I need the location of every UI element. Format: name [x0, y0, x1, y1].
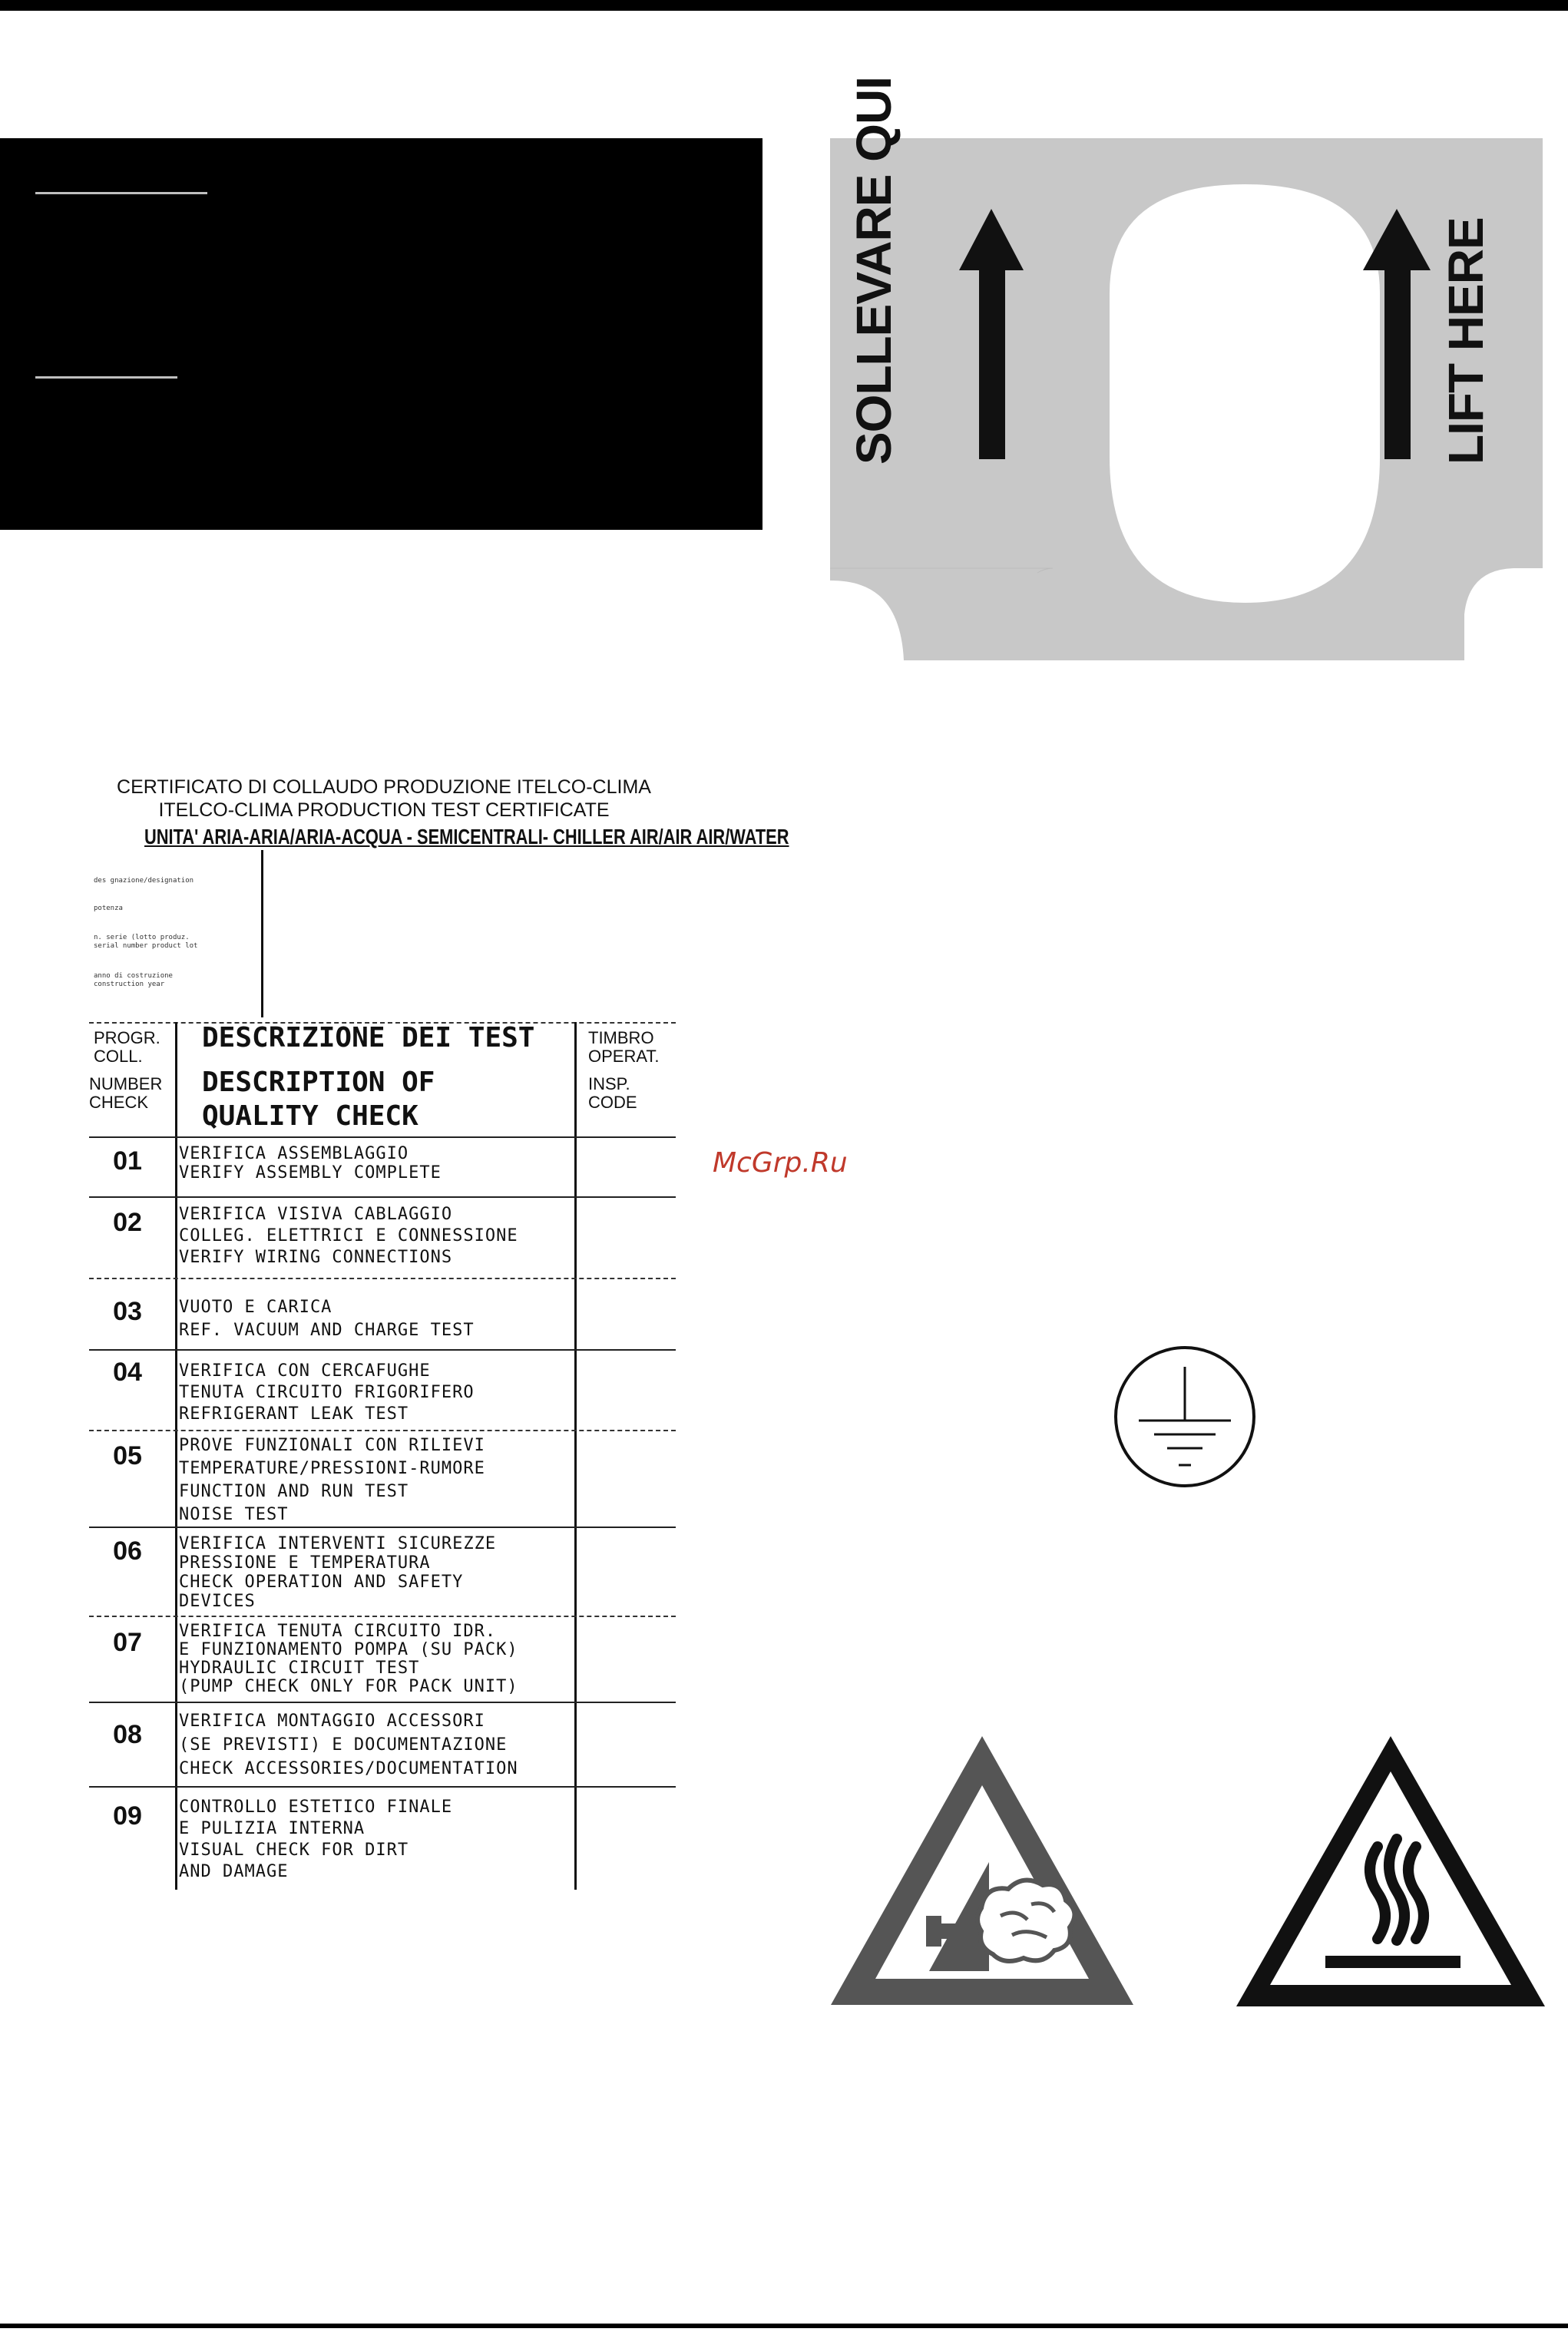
field-divider: [261, 850, 263, 1017]
hot-surface-warning-icon: [1233, 1732, 1548, 2011]
header-insp-code: INSP. CODE: [588, 1074, 637, 1112]
check-number: 01: [113, 1146, 142, 1176]
check-description: VERIFICA MONTAGGIO ACCESSORI (SE PREVISTI) E DOCUMENTAZIONE CHECK ACCESSORIES/DOCUMENTATION: [179, 1712, 518, 1778]
certificate-heading: [77, 776, 789, 851]
header-description-english-1: DESCRIPTION OF: [202, 1067, 435, 1098]
column-divider-1: [175, 1022, 177, 1890]
lift-text-english: LIFT HERE: [1438, 217, 1494, 465]
field-designation: des gnazione/designation: [94, 877, 194, 885]
check-number: 05: [113, 1441, 142, 1470]
check-description: VERIFICA VISIVA CABLAGGIO COLLEG. ELETTRICI E CONNESSIONE VERIFY WIRING CONNECTIONS: [179, 1205, 518, 1267]
ground-icon: [1112, 1344, 1258, 1490]
check-number: 04: [113, 1358, 142, 1387]
pressurized-gas-warning-icon: [828, 1732, 1136, 2008]
bottom-rule: [0, 2324, 1568, 2328]
check-number: 03: [113, 1297, 142, 1326]
certificate-title-english: ITELCO-CLIMA PRODUCTION TEST CERTIFICATE: [158, 799, 610, 821]
watermark: McGrp.Ru: [713, 1147, 848, 1179]
check-number: 08: [113, 1720, 142, 1749]
check-description: PROVE FUNZIONALI CON RILIEVI TEMPERATURE/PRESSIONI-RUMORE FUNCTION AND RUN TEST NOISE TEST: [179, 1436, 485, 1524]
field-serial: n. serie (lotto produz. serial number product lot: [94, 934, 198, 950]
check-description: VERIFICA ASSEMBLAGGIO VERIFY ASSEMBLY COMPLETE: [179, 1144, 442, 1183]
check-number: 02: [113, 1208, 142, 1237]
header-description-italian: DESCRIZIONE DEI TEST: [202, 1022, 535, 1054]
certificate-title-italian: CERTIFICATO DI COLLAUDO PRODUZIONE ITELCO-CLIMA: [117, 776, 651, 798]
certificate-subtitle: UNITA' ARIA-ARIA/ARIA-ACQUA - SEMICENTRALI- CHILLER AIR/AIR AIR/WATER: [144, 825, 789, 848]
header-progr: PROGR. COLL.: [94, 1028, 160, 1066]
black-panel: [0, 138, 762, 530]
check-number: 09: [113, 1801, 142, 1831]
check-description: VERIFICA INTERVENTI SICUREZZE PRESSIONE E TEMPERATURA CHECK OPERATION AND SAFETY DEVICES: [179, 1534, 497, 1611]
check-description: VERIFICA CON CERCAFUGHE TENUTA CIRCUITO FRIGORIFERO REFRIGERANT LEAK TEST: [179, 1361, 475, 1424]
header-timbro: TIMBRO OPERAT.: [588, 1028, 660, 1066]
field-power: potenza: [94, 905, 123, 912]
top-rule: [0, 0, 1568, 11]
field-year: anno di costruzione construction year: [94, 972, 173, 988]
check-description: CONTROLLO ESTETICO FINALE E PULIZIA INTERNA VISUAL CHECK FOR DIRT AND DAMAGE: [179, 1798, 453, 1881]
header-description-english-2: QUALITY CHECK: [202, 1100, 418, 1132]
check-description: VERIFICA TENUTA CIRCUITO IDR. E FUNZIONAMENTO POMPA (SU PACK) HYDRAULIC CIRCUIT TEST (PUMP CHECK ONLY FOR PACK UNIT): [179, 1622, 518, 1696]
check-description: VUOTO E CARICA REF. VACUUM AND CHARGE TEST: [179, 1298, 475, 1340]
lift-text-italian: SOLLEVARE QUI: [846, 77, 901, 465]
lift-point-icon: [830, 77, 1543, 660]
check-number: 06: [113, 1536, 142, 1566]
lift-here-label: [830, 77, 1543, 660]
header-number-check: NUMBER CHECK: [89, 1074, 163, 1112]
check-number: 07: [113, 1628, 142, 1657]
